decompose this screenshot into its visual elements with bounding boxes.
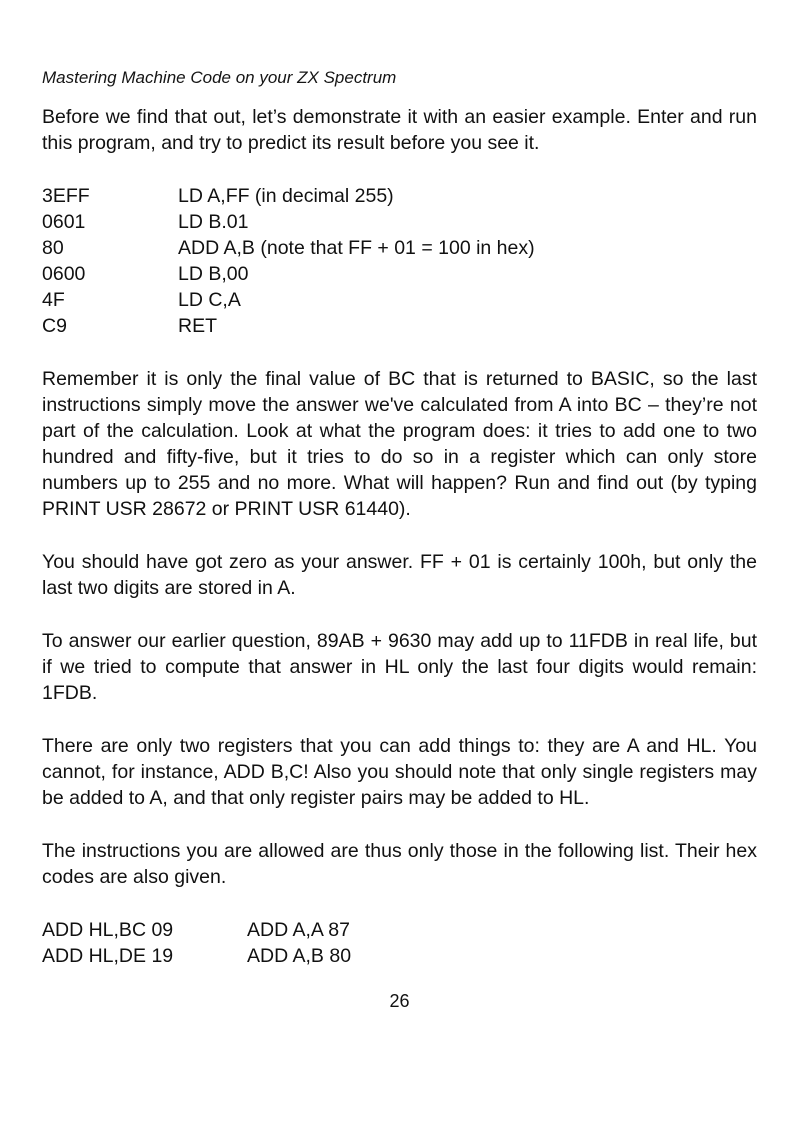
opcode-instruction: LD C,A (178, 289, 241, 311)
opcode-instruction: LD B.01 (178, 211, 249, 233)
table-cell-left: ADD HL,DE 19 (42, 945, 174, 967)
table-row (42, 917, 757, 943)
running-header: Mastering Machine Code on your ZX Spectrum (42, 68, 397, 87)
body-paragraph: To answer our earlier question, 89AB + 9630 may add up to 11FDB in real life, but if we tried to compute that answer in HL only the last four digits would remain: 1FDB. (42, 630, 757, 704)
body-paragraph: Remember it is only the final value of BC that is returned to BASIC, so the last instructions simply move the answer we've calculated from A into BC – they’re not part of the calculation. Look at what the program does: it tries to add one to two hundred and fifty-five, but it tries to do so in a register which can only store numbers up to 255 and no more. What will happen? Run and find out (by typing PRINT USR 28672 or PRINT USR 61440). (42, 368, 757, 520)
table-row (42, 943, 757, 969)
opcode-instruction: LD A,FF (in decimal 255) (178, 185, 394, 207)
body-paragraph: There are only two registers that you can add things to: they are A and HL. You cannot, for instance, ADD B,C! Also you should note that only single registers may be added to A, and that only register pairs may be added to HL. (42, 735, 757, 809)
opcode-hex: 3EFF (42, 185, 90, 207)
add-instructions-table (42, 917, 757, 969)
opcode-hex: 0601 (42, 211, 86, 233)
opcode-hex: 80 (42, 237, 64, 259)
page-number: 26 (389, 991, 410, 1011)
listing-row (42, 287, 757, 313)
listing-row (42, 209, 757, 235)
assembly-listing (42, 183, 757, 339)
opcode-hex: 0600 (42, 263, 86, 285)
listing-row (42, 261, 757, 287)
table-cell-left: ADD HL,BC 09 (42, 919, 174, 941)
opcode-hex: C9 (42, 315, 67, 337)
opcode-instruction: LD B,00 (178, 263, 249, 285)
body-paragraph: The instructions you are allowed are thus only those in the following list. Their hex codes are also given. (42, 840, 757, 888)
listing-row (42, 183, 757, 209)
opcode-hex: 4F (42, 289, 65, 311)
table-cell-right: ADD A,A 87 (247, 919, 350, 941)
table-cell-right: ADD A,B 80 (247, 945, 352, 967)
opcode-instruction: ADD A,B (note that FF + 01 = 100 in hex) (178, 237, 535, 259)
body-paragraph: You should have got zero as your answer. FF + 01 is certainly 100h, but only the last two digits are stored in A. (42, 551, 757, 599)
listing-row (42, 235, 757, 261)
listing-row (42, 313, 757, 339)
opcode-instruction: RET (178, 315, 217, 337)
intro-paragraph: Before we find that out, let’s demonstrate it with an easier example. Enter and run this program, and try to predict its result before you see it. (42, 106, 757, 154)
